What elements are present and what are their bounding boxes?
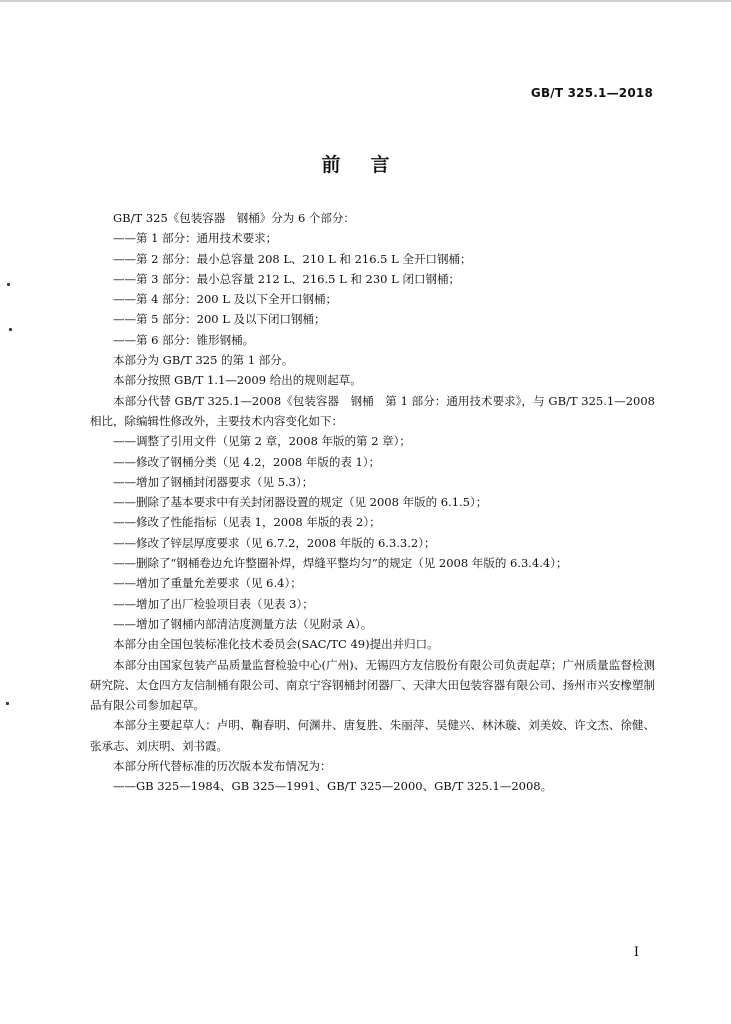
replaces-statement: 本部分代替 GB/T 325.1—2008《包装容器 钢桶 第 1 部分：通用技术要求》，与 GB/T 325.1—2008 相比，除编辑性修改外，主要技术内容变化如下： bbox=[90, 393, 655, 428]
top-border bbox=[0, 0, 731, 2]
list-item: ——删除了基本要求中有关封闭器设置的规定（见 2008 年版的 6.1.5）； bbox=[113, 495, 488, 510]
list-item: ——修改了锌层厚度要求（见 6.7.2，2008 年版的 6.3.3.2）； bbox=[113, 535, 436, 550]
history-versions: ——GB 325—1984、GB 325—1991、GB/T 325—2000、GB/T 325.1—2008。 bbox=[113, 779, 553, 794]
list-item: ——第 6 部分：锥形钢桶。 bbox=[113, 332, 255, 347]
scan-speck bbox=[6, 702, 9, 705]
standard-code: GB/T 325.1—2018 bbox=[530, 86, 653, 100]
list-item: ——增加了重量允差要求（见 6.4）； bbox=[113, 576, 302, 591]
intro-paragraph: GB/T 325《包装容器 钢桶》分为 6 个部分： bbox=[113, 211, 355, 225]
list-item: ——第 1 部分：通用技术要求； bbox=[113, 231, 278, 246]
drafting-rules-statement: 本部分按照 GB/T 1.1—2009 给出的规则起草。 bbox=[113, 373, 362, 388]
list-item: ——修改了性能指标（见表 1，2008 年版的表 2）； bbox=[113, 515, 381, 530]
drafters-statement: 本部分主要起草人：卢明、鞠春明、何渊井、唐复胜、朱丽萍、吴健兴、林沐璇、刘美姣、许文杰、徐健、张承志、刘庆明、刘书霞。 bbox=[90, 718, 655, 753]
list-item: ——第 5 部分：200 L 及以下闭口钢桶； bbox=[113, 312, 326, 327]
list-item: ——增加了钢桶封闭器要求（见 5.3）； bbox=[113, 474, 314, 489]
scan-speck bbox=[7, 283, 10, 286]
list-item: ——增加了出厂检验项目表（见表 3）； bbox=[113, 596, 314, 611]
list-item: ——删除了“钢桶卷边允许整圈补焊，焊缝平整均匀”的规定（见 2008 年版的 6.3.4.4）； bbox=[113, 556, 568, 571]
list-item: ——第 4 部分：200 L 及以下全开口钢桶； bbox=[113, 292, 338, 307]
scan-speck bbox=[9, 328, 12, 331]
part-of-statement: 本部分为 GB/T 325 的第 1 部分。 bbox=[113, 353, 294, 368]
parts-list bbox=[90, 228, 655, 350]
history-intro: 本部分所代替标准的历次版本发布情况为： bbox=[113, 759, 332, 774]
list-item: ——修改了钢桶分类（见 4.2，2008 年版的表 1）； bbox=[113, 454, 381, 469]
list-item: ——增加了钢桶内部清洁度测量方法（见附录 A）。 bbox=[113, 616, 373, 631]
list-item: ——调整了引用文件（见第 2 章，2008 年版的第 2 章）； bbox=[113, 434, 411, 449]
foreword-body bbox=[90, 208, 655, 797]
list-item: ——第 3 部分：最小总容量 212 L、216.5 L 和 230 L 闭口钢桶； bbox=[113, 271, 460, 286]
page-title: 前言 bbox=[321, 154, 420, 176]
proposed-by-statement: 本部分由全国包装标准化技术委员会(SAC/TC 49)提出并归口。 bbox=[113, 637, 439, 652]
changes-list bbox=[90, 431, 655, 634]
responsible-organizations: 本部分由国家包装产品质量监督检验中心(广州)、无锡四方友信股份有限公司负责起草；广州质量监督检测研究院、太仓四方友信制桶有限公司、南京宁容钢桶封闭器厂、天津大田包装容器有限公司、扬州市兴安橡塑制品有限公司参加起草。 bbox=[90, 657, 655, 713]
page-number: I bbox=[633, 945, 639, 960]
list-item: ——第 2 部分：最小总容量 208 L、210 L 和 216.5 L 全开口钢桶； bbox=[113, 251, 472, 266]
